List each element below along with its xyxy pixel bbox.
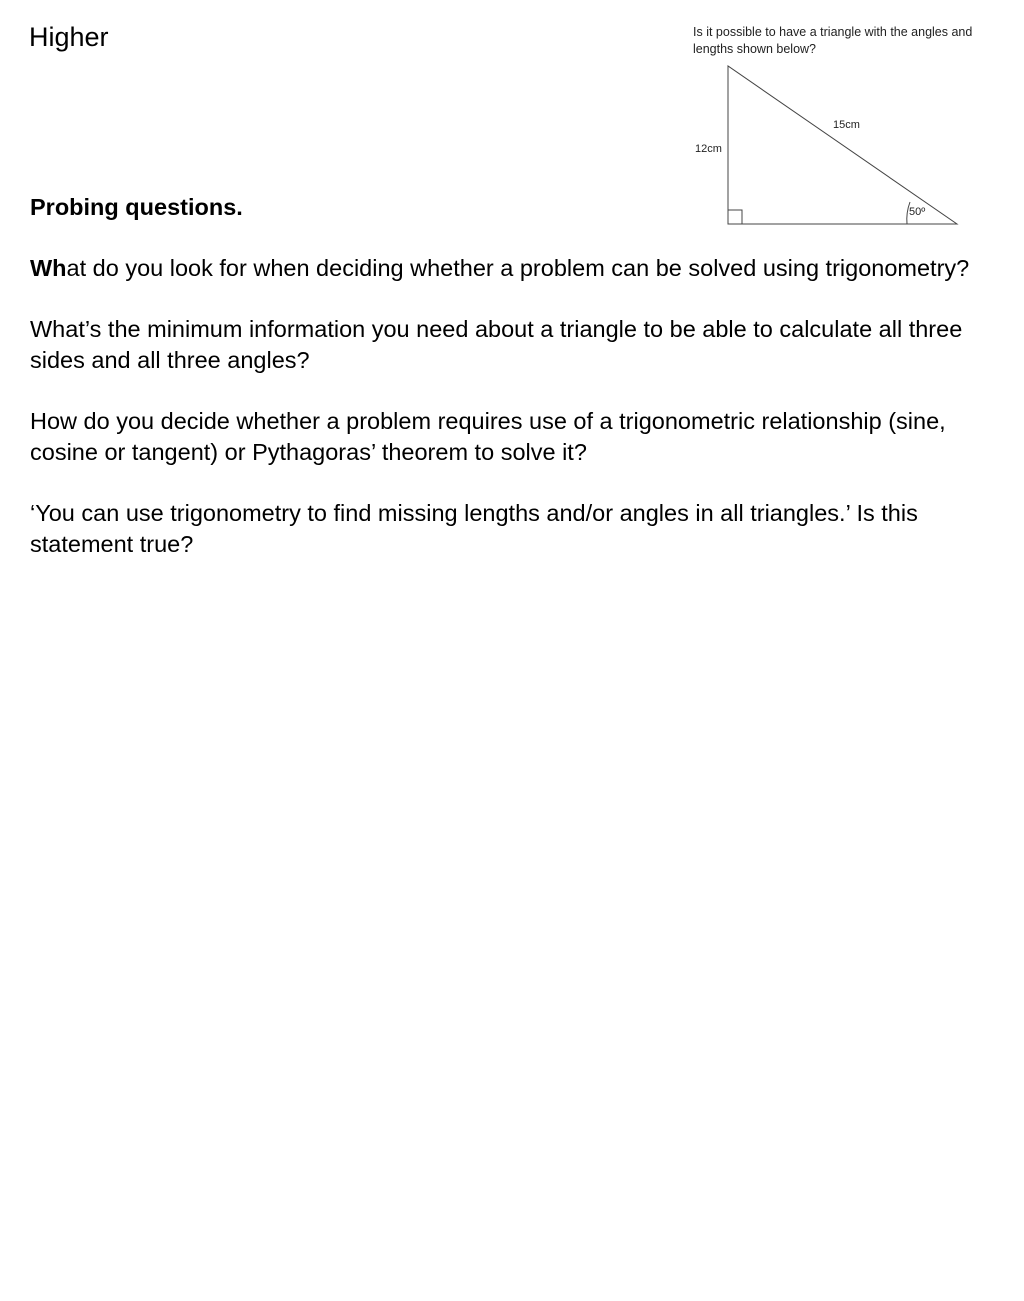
question-1 [30,253,992,284]
level-title: Higher [29,22,109,52]
question-4-text: ‘You can use trigonometry to find missing lengths and/or angles in all triangles.’ Is this statement true? [30,500,918,557]
question-2-text: What’s the minimum information you need about a triangle to be able to calculate all three sides and all three angles? [30,316,963,373]
question-1-text: at do you look for when deciding whether a problem can be solved using trigonometry? [66,255,970,281]
question-1-bold: Wh [30,255,67,281]
probing-questions-section [30,192,992,590]
question-3-text: How do you decide whether a problem requires use of a trigonometric relationship (sine, cosine or tangent) or Pythagoras’ theorem to solve it? [30,408,946,465]
hypotenuse-label: 15cm [833,119,860,131]
question-4 [30,498,992,560]
question-2 [30,314,992,376]
figure-prompt: Is it possible to have a triangle with the angles and lengths shown below? [693,25,973,56]
section-heading: Probing questions. [30,194,243,220]
angle-label: 50º [909,206,926,218]
question-3 [30,406,992,468]
vertical-side-label: 12cm [695,143,722,155]
